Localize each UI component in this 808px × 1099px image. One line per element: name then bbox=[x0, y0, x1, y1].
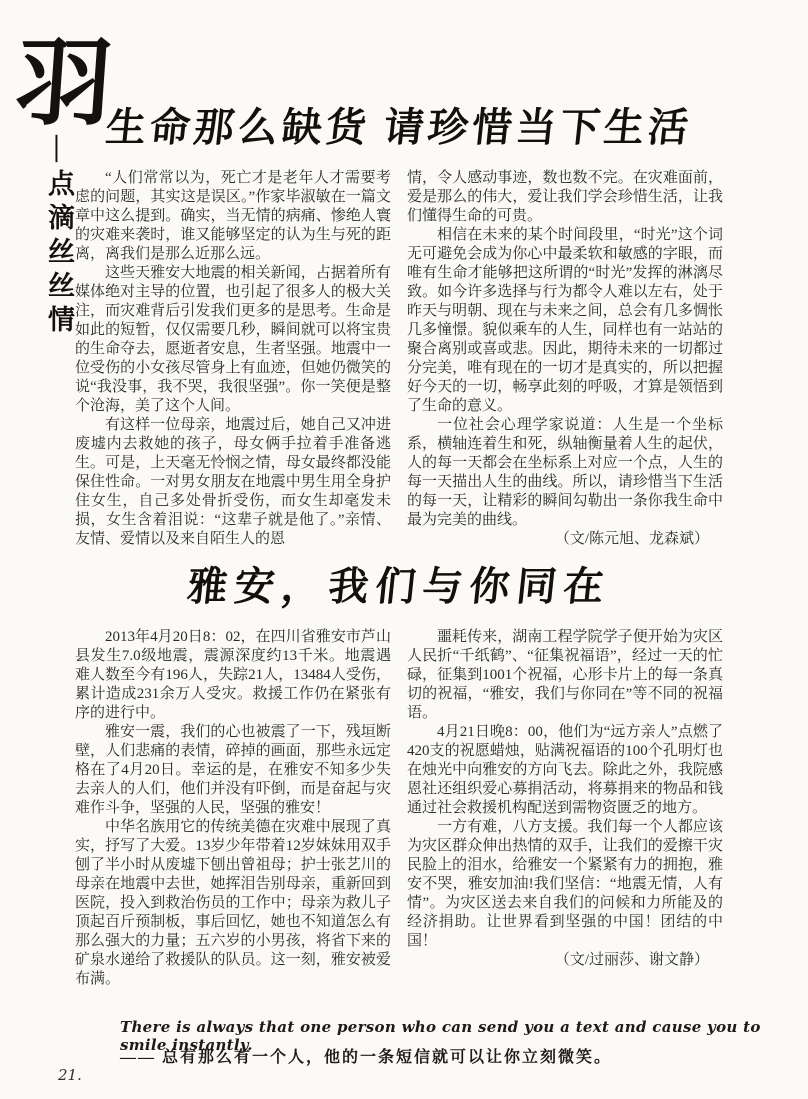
footer-english-quote: There is always that one person who can send you a text and cause you to smile instantly. bbox=[120, 1018, 761, 1054]
article2-paragraph: 雅安一震，我们的心也被震了一下，残垣断壁，人们悲痛的表情，碎掉的画面，那些永远定格在了4月20日。幸运的是，在雅安不知多少失去亲人的人们，他们并没有吓倒，而是奋起与灾难作斗争，坚强的人民，坚强的雅安！ bbox=[75, 724, 391, 816]
column-calligraphy-character: 羽 bbox=[12, 30, 116, 137]
article2-column-right bbox=[407, 628, 723, 989]
article2-paragraph: 4月21日晚8：00，他们为“远方亲人”点燃了420支的祝愿蜡烛，贴满祝福语的100个孔明灯也在烛光中向雅安的方向飞去。除此之外，我院感恩社还组织爱心募捐活动，将募捐来的物品和钱通过社会救援机构配送到需物资匮乏的地方。 bbox=[407, 724, 723, 816]
article2-paragraph: 2013年4月20日8：02，在四川省雅安市芦山县发生7.0级地震，震源深度约13千米。地震遇难人数至今有196人，失踪21人，13484人受伤，累计造成231余万人受灾。救援工作仍在紧张有序的进行中。 bbox=[75, 629, 391, 721]
article2-column-left bbox=[75, 628, 391, 989]
article2-paragraph: 中华名族用它的传统美德在灾难中展现了真实，抒写了大爱。13岁少年带着12岁妹妹用双手刨了半小时从废墟下刨出曾祖母；护士张艺川的母亲在地震中去世，她挥泪告别母亲，重新回到医院，投入到救治伤员的工作中；母亲为救儿子顶起百斤预制板，事后回忆，她也不知道怎么有那么强大的力量；五六岁的小男孩，将省下来的矿泉水递给了救援队的队员。这一刻，雅安被爱布满。 bbox=[75, 819, 391, 987]
article2-body bbox=[75, 628, 723, 989]
article2-byline: （文/过丽莎、谢文静） bbox=[554, 952, 709, 968]
footer-chinese-quote: —— 总有那么有一个人，他的一条短信就可以让你立刻微笑。 bbox=[120, 1049, 613, 1066]
article1-column-left bbox=[75, 169, 391, 549]
article1-column-right bbox=[407, 169, 723, 549]
article1-paragraph: “人们常常以为，死亡才是老年人才需要考虑的问题，其实这是误区。”作家毕淑敏在一篇文章中这么提到。确实，当无情的病痛、惨绝人寰的灾难来袭时，谁又能够坚定的认为生与死的距离，离我们是那么近那么远。 bbox=[75, 170, 391, 262]
article2-paragraph: 一方有难，八方支援。我们每一个人都应该为灾区群众伸出热情的双手，让我们的爱擦干灾民脸上的泪水，给雅安一个紧紧有力的拥抱，雅安不哭，雅安加油!我们坚信：“地震无情，人有情”。为灾区送去来自我们的问候和力所能及的经济捐助。让世界看到坚强的中国！团结的中国！ bbox=[407, 819, 723, 949]
page-number: 21. bbox=[58, 1066, 82, 1084]
article1-byline: （文/陈元旭、龙森斌） bbox=[554, 531, 709, 547]
article1-paragraph: 这些天雅安大地震的相关新闻，占据着所有媒体绝对主导的位置，也引起了很多人的极大关注，而灾难背后引发我们更多的是思考。生命是如此的短暂，仅仅需要几秒，瞬间就可以将宝贵的生命夺去，愿逝者安息，生者坚强。地震中一位受伤的小女孩尽管身上有血迹，但她仍微笑的说“我没事，我不哭，我很坚强”。你一笑便是整个沧海，美了这个人间。 bbox=[75, 265, 391, 414]
page-content bbox=[75, 0, 723, 989]
article2-paragraph: 噩耗传来，湖南工程学院学子便开始为灾区人民折“千纸鹤”、“征集祝福语”，经过一天的忙碌，征集到1001个祝福，心形卡片上的每一条真切的祝福，“雅安，我们与你同在”等不同的祝福语。 bbox=[407, 629, 723, 721]
article1-paragraph: 一位社会心理学家说道：人生是一个坐标系，横轴连着生和死，纵轴衡量着人生的起伏，人的每一天都会在坐标系上对应一个点，人生的每一天描出人生的曲线。所以，请珍惜当下生活的每一天，让精彩的瞬间勾勒出一条你我生命中最为完美的曲线。 bbox=[407, 417, 723, 528]
article1-body bbox=[75, 169, 723, 549]
article2-title: 雅安，我们与你同在 bbox=[185, 564, 613, 609]
article1-paragraph: 情，令人感动事迹，数也数不完。在灾难面前，爱是那么的伟大，爱让我们学会珍惜生活，让我们懂得生命的可贵。 bbox=[407, 170, 723, 224]
article1-paragraph: 相信在未来的某个时间段里，“时光”这个词无可避免会成为你心中最柔软和敏感的字眼，而唯有生命才能够把这所谓的“时光”发挥的淋漓尽致。如今许多选择与行为都令人难以左右，处于昨天与明朝、现在与未来之间，总会有几多惆怅几多憧憬。貌似乘车的人生，同样也有一站站的聚合离别或喜或悲。因此，期待未来的一切都过分完美，唯有现在的一切才是真实的，所以把握好今天的一切，畅享此刻的呼吸，才算是领悟到了生命的意义。 bbox=[407, 227, 723, 414]
column-vertical-title: —点滴丝丝情 bbox=[44, 135, 74, 340]
article1-title: 生命那么缺货 请珍惜当下生活 bbox=[103, 105, 695, 150]
article1-paragraph: 有这样一位母亲，地震过后，她自己又冲进废墟内去救她的孩子，母女俩手拉着手准备逃生。可是，上天毫无怜悯之情，母女最终都没能保住性命。一对男女朋友在地震中男生用全身护住女生，自己多处骨折受伤，而女生却毫发未损，女生含着泪说：“这辈子就是他了。”亲情、友情、爱情以及来自陌生人的恩 bbox=[75, 417, 391, 547]
